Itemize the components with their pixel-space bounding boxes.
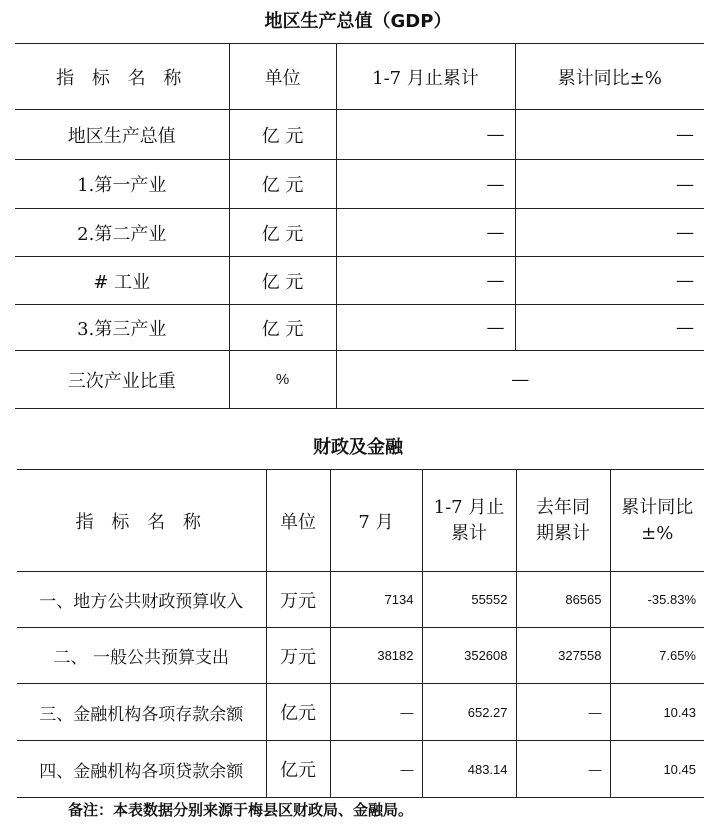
gdp-row-cum: — xyxy=(336,257,515,305)
gdp-row-unit: 亿 元 xyxy=(229,110,336,160)
table-row xyxy=(15,160,704,209)
gdp-header-yoy: 累计同比±% xyxy=(515,44,704,110)
finance-row-name: 一、地方公共财政预算收入 xyxy=(17,572,266,628)
gdp-row-name: 地区生产总值 xyxy=(15,110,229,160)
finance-row-cum: 55552 xyxy=(422,572,516,628)
finance-row-unit: 亿元 xyxy=(266,684,330,741)
gdp-row-unit: 亿 元 xyxy=(229,305,336,351)
finance-row-month: — xyxy=(330,684,422,741)
finance-row-unit: 万元 xyxy=(266,572,330,628)
finance-row-month: 7134 xyxy=(330,572,422,628)
gdp-row-unit: 亿 元 xyxy=(229,257,336,305)
finance-header-yoy-line1: 累计同比 xyxy=(621,496,694,518)
finance-row-unit: 万元 xyxy=(266,628,330,684)
gdp-ratio-unit: % xyxy=(229,351,336,409)
table-row xyxy=(15,351,704,409)
gdp-row-name: 3.第三产业 xyxy=(15,305,229,351)
gdp-table-title: 地区生产总值（GDP） xyxy=(264,11,452,32)
finance-row-yoy: 10.43 xyxy=(610,684,704,741)
gdp-ratio-name: 三次产业比重 xyxy=(15,351,229,409)
table-row xyxy=(17,628,704,684)
finance-row-cum: 483.14 xyxy=(422,741,516,798)
table-row xyxy=(15,257,704,305)
gdp-row-yoy: — xyxy=(515,209,704,257)
gdp-table xyxy=(15,43,704,409)
table-row xyxy=(17,741,704,798)
finance-row-name: 四、金融机构各项贷款余额 xyxy=(17,741,266,798)
finance-row-yoy: -35.83% xyxy=(610,572,704,628)
finance-row-name: 三、金融机构各项存款余额 xyxy=(17,684,266,741)
gdp-row-cum: — xyxy=(336,209,515,257)
gdp-row-name: 2.第二产业 xyxy=(15,209,229,257)
gdp-row-yoy: — xyxy=(515,160,704,209)
finance-row-yoy: 10.45 xyxy=(610,741,704,798)
finance-row-month: 38182 xyxy=(330,628,422,684)
finance-header-last-line1: 去年同 xyxy=(536,496,590,518)
gdp-ratio-value: — xyxy=(336,351,704,409)
finance-row-cum: 652.27 xyxy=(422,684,516,741)
finance-row-yoy: 7.65% xyxy=(610,628,704,684)
table-row xyxy=(15,110,704,160)
table-row xyxy=(17,572,704,628)
finance-header-yoy xyxy=(610,470,704,572)
finance-row-last: — xyxy=(516,741,610,798)
gdp-row-cum: — xyxy=(336,110,515,160)
finance-header-month: 7 月 xyxy=(330,470,422,572)
gdp-row-yoy: — xyxy=(515,305,704,351)
finance-header-yoy-line2: ±% xyxy=(641,522,674,544)
finance-header-last-line2: 期累计 xyxy=(536,522,590,544)
finance-row-last: 327558 xyxy=(516,628,610,684)
source-note: 备注：本表数据分别来源于梅县区财政局、金融局。 xyxy=(68,801,414,819)
gdp-row-cum: — xyxy=(336,305,515,351)
finance-row-last: 86565 xyxy=(516,572,610,628)
finance-row-cum: 352608 xyxy=(422,628,516,684)
finance-header-last xyxy=(516,470,610,572)
finance-header-name: 指 标 名 称 xyxy=(17,470,266,572)
finance-row-month: — xyxy=(330,741,422,798)
gdp-row-yoy: — xyxy=(515,110,704,160)
gdp-row-unit: 亿 元 xyxy=(229,160,336,209)
finance-row-name: 二、 一般公共预算支出 xyxy=(17,628,266,684)
finance-header-cum-line1: 1-7 月止 xyxy=(433,496,505,518)
table-row xyxy=(15,209,704,257)
gdp-row-name: 1.第一产业 xyxy=(15,160,229,209)
finance-header-cum xyxy=(422,470,516,572)
gdp-row-name: # 工业 xyxy=(15,257,229,305)
finance-row-last: — xyxy=(516,684,610,741)
finance-row-unit: 亿元 xyxy=(266,741,330,798)
gdp-header-cum: 1-7 月止累计 xyxy=(336,44,515,110)
finance-table xyxy=(17,469,704,798)
finance-header-cum-line2: 累计 xyxy=(451,522,487,544)
table-row xyxy=(15,305,704,351)
finance-header-unit: 单位 xyxy=(266,470,330,572)
gdp-header-row xyxy=(15,44,704,110)
table-row xyxy=(17,684,704,741)
gdp-row-yoy: — xyxy=(515,257,704,305)
finance-table-title: 财政及金融 xyxy=(313,437,403,458)
gdp-header-unit: 单位 xyxy=(229,44,336,110)
gdp-header-name: 指 标 名 称 xyxy=(15,44,229,110)
finance-header-row xyxy=(17,470,704,572)
gdp-row-cum: — xyxy=(336,160,515,209)
gdp-row-unit: 亿 元 xyxy=(229,209,336,257)
